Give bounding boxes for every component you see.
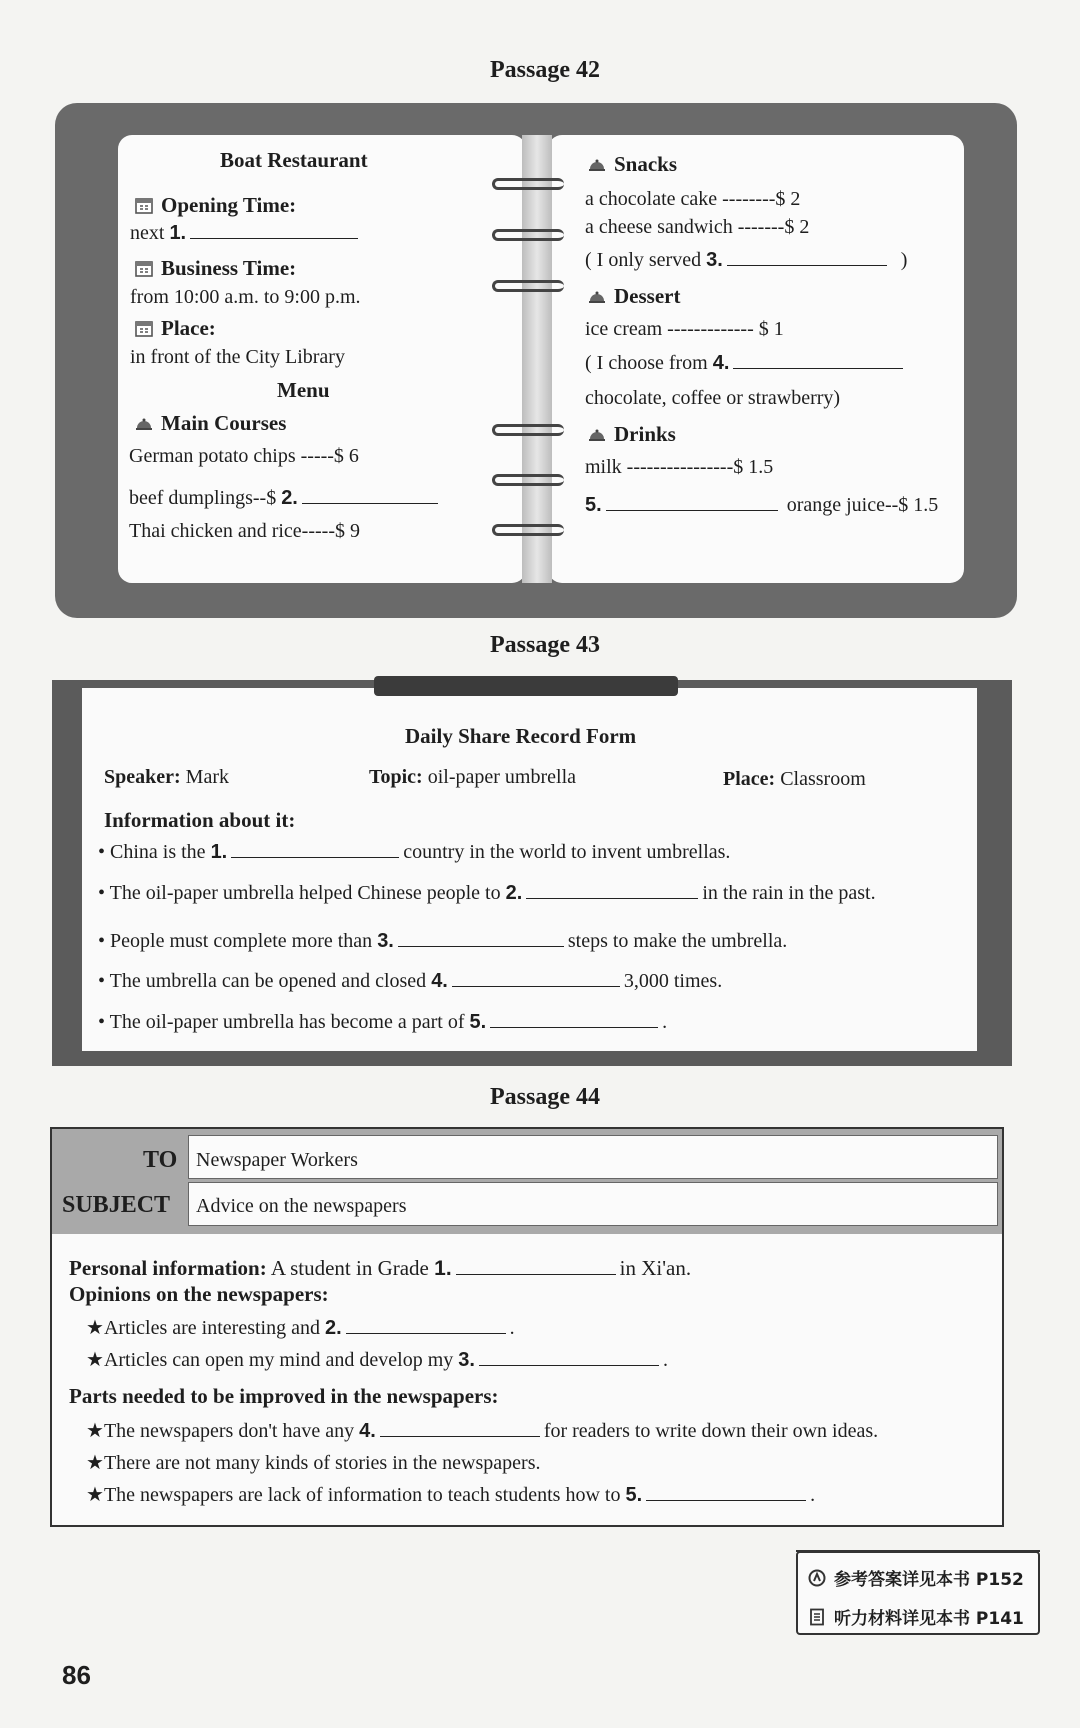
binder-ring-icon (492, 280, 564, 292)
answer-blank (398, 945, 564, 947)
drink-2: 5. orange juice--$ 1.5 (585, 494, 939, 516)
dessert-note-2: chocolate, coffee or strawberry) (585, 387, 841, 409)
info-bullet-2: • The oil-paper umbrella helped Chinese people to 2. in the rain in the past. (98, 882, 876, 904)
to-label: TO (143, 1147, 178, 1173)
passage-44-title: Passage 44 (490, 1084, 600, 1110)
clipboard-clip (374, 676, 678, 696)
answer-blank (490, 1026, 658, 1028)
food-cloche-icon (588, 425, 606, 443)
info-bullet-3: • People must complete more than 3. steps to make the umbrella. (98, 930, 788, 952)
info-heading: Information about it: (104, 808, 296, 832)
answer-blank (646, 1499, 806, 1501)
menu-heading: Menu (277, 378, 330, 402)
answer-blank (346, 1332, 506, 1334)
drinks-label: Drinks (588, 422, 676, 447)
answer-blank (526, 897, 698, 899)
place-field: Place: Classroom (723, 768, 866, 790)
passage-42-title: Passage 42 (490, 57, 600, 83)
main-course-1: German potato chips -----$ 6 (129, 445, 359, 467)
snack-note: ( I only served 3. ) (585, 249, 908, 271)
main-course-2: beef dumplings--$ 2. (129, 487, 442, 510)
topic-field: Topic: oil-paper umbrella (369, 766, 577, 788)
passage-43-title: Passage 43 (490, 632, 600, 658)
answer-icon (808, 1569, 826, 1587)
opinions-heading: Opinions on the newspapers: (69, 1282, 329, 1306)
calendar-icon (135, 319, 153, 337)
opinion-2: ★Articles can open my mind and develop my 3. . (86, 1349, 668, 1371)
main-course-3: Thai chicken and rice-----$ 9 (129, 520, 360, 542)
calendar-icon (135, 259, 153, 277)
answer-blank (733, 367, 903, 369)
answer-blank (479, 1364, 659, 1366)
info-bullet-1: • China is the 1. country in the world to invent umbrellas. (98, 841, 731, 863)
snacks-label: Snacks (588, 152, 677, 177)
food-cloche-icon (588, 287, 606, 305)
place-value: in front of the City Library (130, 346, 345, 368)
answer-blank (606, 509, 778, 511)
calendar-icon (135, 196, 153, 214)
snack-2: a cheese sandwich -------$ 2 (585, 216, 810, 238)
info-bullet-5: • The oil-paper umbrella has become a part of 5. . (98, 1011, 668, 1033)
dessert-note: ( I choose from 4. (585, 352, 907, 375)
listening-reference: 听力材料详见本书 P141 (808, 1604, 1024, 1629)
snack-1: a chocolate cake --------$ 2 (585, 188, 801, 210)
business-time-value: from 10:00 a.m. to 9:00 p.m. (130, 286, 361, 308)
business-time-label: Business Time: (135, 256, 296, 281)
subject-value: Advice on the newspapers (196, 1195, 407, 1217)
opening-time-label: Opening Time: (135, 193, 296, 218)
document-icon (808, 1608, 826, 1626)
answer-blank (452, 985, 620, 987)
drink-1: milk ----------------$ 1.5 (585, 456, 774, 478)
binder-ring-icon (492, 178, 564, 190)
binder-ring-icon (492, 474, 564, 486)
dessert-label: Dessert (588, 284, 680, 309)
answer-blank (727, 264, 887, 266)
subject-label: SUBJECT (62, 1192, 171, 1218)
opinion-1: ★Articles are interesting and 2. . (86, 1317, 515, 1339)
binder-ring-icon (492, 524, 564, 536)
binder-ring-icon (492, 424, 564, 436)
answer-blank (231, 856, 399, 858)
form-title: Daily Share Record Form (405, 724, 637, 748)
answer-blank (302, 502, 438, 504)
to-value: Newspaper Workers (196, 1149, 358, 1171)
part-1: ★The newspapers don't have any 4. for readers to write down their own ideas. (86, 1420, 879, 1442)
notebook-spine (522, 135, 552, 583)
binder-ring-icon (492, 229, 564, 241)
place-label: Place: (135, 316, 216, 341)
food-cloche-icon (588, 155, 606, 173)
answer-blank (190, 237, 358, 239)
food-cloche-icon (135, 414, 153, 432)
answer-reference: 参考答案详见本书 P152 (808, 1565, 1024, 1590)
parts-heading: Parts needed to be improved in the newspapers: (69, 1384, 499, 1408)
part-3: ★The newspapers are lack of information to teach students how to 5. . (86, 1484, 816, 1506)
main-courses-label: Main Courses (135, 411, 286, 436)
speaker-field: Speaker: Mark (104, 766, 229, 788)
opening-time-value: next 1. (130, 222, 362, 245)
page-number: 86 (62, 1660, 91, 1690)
part-2: ★There are not many kinds of stories in the newspapers. (86, 1452, 541, 1474)
answer-blank (456, 1273, 616, 1275)
dessert-1: ice cream ------------- $ 1 (585, 318, 784, 340)
personal-info: Personal information: A student in Grade 1. in Xi'an. (69, 1256, 692, 1280)
restaurant-name: Boat Restaurant (220, 148, 368, 172)
answer-blank (380, 1435, 540, 1437)
info-bullet-4: • The umbrella can be opened and closed 4. 3,000 times. (98, 970, 723, 992)
